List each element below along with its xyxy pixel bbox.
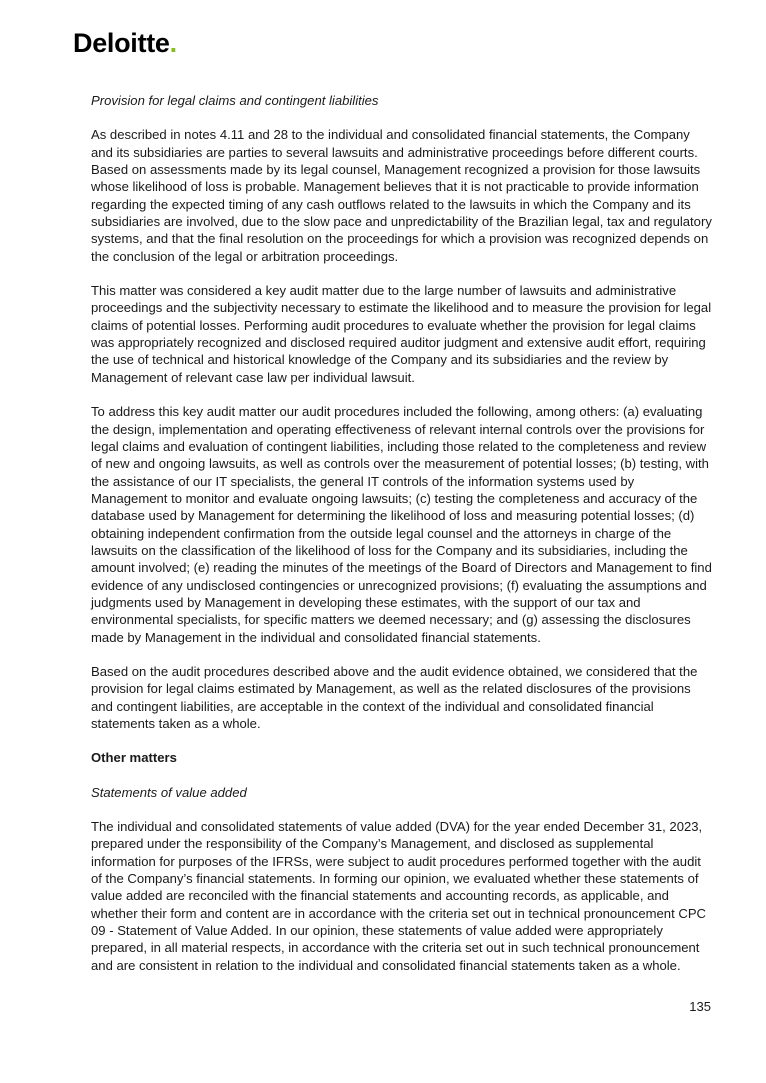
provision-paragraph-4: Based on the audit procedures described above and the audit evidence obtained, we considered that the provision for legal claims estimated by Management, as well as the related disclosures of the provisions and contingent liabilities, are acceptable in the context of the individual and consolidated financial statements taken as a whole. (91, 663, 698, 731)
value-added-heading: Statements of value added (91, 784, 247, 800)
page-number: 135 (689, 999, 711, 1014)
provision-paragraph-3: To address this key audit matter our audit procedures included the following, among others: (a) evaluating the design, implementation and operating effectiveness of relevant internal controls over the provisions for legal claims and evaluation of contingent liabilities, including those related to the completeness and review of new and ongoing lawsuits, as well as controls over the measurement of potential losses; (b) testing, with the assistance of our IT specialists, the general IT controls of the information systems used by Management to monitor and evaluate ongoing lawsuits; (c) testing the completeness and accuracy of the database used by Management for determining the likelihood of loss and measuring potential losses; (d) obtaining independent confirmation from the outside legal counsel and the attorneys in charge of the lawsuits on the classification of the likelihood of loss for the Company and its subsidiaries, including the amount involved; (e) reading the minutes of the meetings of the Board of Directors and Management to find evidence of any undisclosed contingencies or unrecognized provisions; (f) evaluating the assumptions and judgments used by Management in developing these estimates, with the support of our tax and environmental specialists, for specific matters we deemed necessary; and (g) assessing the disclosures made by Management in the individual and consolidated financial statements. (91, 404, 712, 645)
logo-dot: . (169, 28, 177, 58)
provision-paragraph-2: This matter was considered a key audit matter due to the large number of lawsuits and administrative proceedings and the subjectivity necessary to estimate the likelihood and to measure the provision for legal claims of potential losses. Performing audit procedures to evaluate whether the provision for legal claims was appropriately recognized and disclosed required auditor judgment and extensive audit effort, requiring the use of technical and historical knowledge of the Company and its subsidiaries and the review by Management of relevant case law per individual lawsuit. (91, 283, 712, 385)
logo-text: Deloitte (73, 28, 170, 58)
provision-paragraph-1: As described in notes 4.11 and 28 to the individual and consolidated financial statements, the Company and its subsidiaries are parties to several lawsuits and administrative proceedings before different courts. Based on assessments made by its legal counsel, Management recognized a provision for those lawsuits whose likelihood of loss is probable. Management believes that it is not practicable to provide information regarding the expected timing of any cash outflows related to the lawsuits in which the Company and its subsidiaries are involved, due to the slow pace and unpredictability of the Brazilian legal, tax and regulatory systems, and that the final resolution on the proceedings for which a provision was recognized depends on the conclusion of the legal or arbitration proceedings. (91, 127, 712, 264)
document-body (91, 92, 713, 974)
provision-heading: Provision for legal claims and contingent liabilities (91, 93, 379, 108)
other-matters-heading: Other matters (91, 750, 177, 766)
deloitte-logo (73, 30, 177, 57)
value-added-paragraph: The individual and consolidated statements of value added (DVA) for the year ended December 31, 2023, prepared under the responsibility of the Company’s Management, and disclosed as supplemental information for purposes of the IFRSs, were subject to audit procedures performed together with the audit of the Company’s financial statements. In forming our opinion, we evaluated whether these statements of value added are reconciled with the financial statements and accounting records, as applicable, and whether their form and content are in accordance with the criteria set out in technical pronouncement CPC 09 - Statement of Value Added. In our opinion, these statements of value added were appropriately prepared, in all material respects, in accordance with the criteria set out in such technical pronouncement and are consistent in relation to the individual and consolidated financial statements taken as a whole. (91, 819, 707, 973)
